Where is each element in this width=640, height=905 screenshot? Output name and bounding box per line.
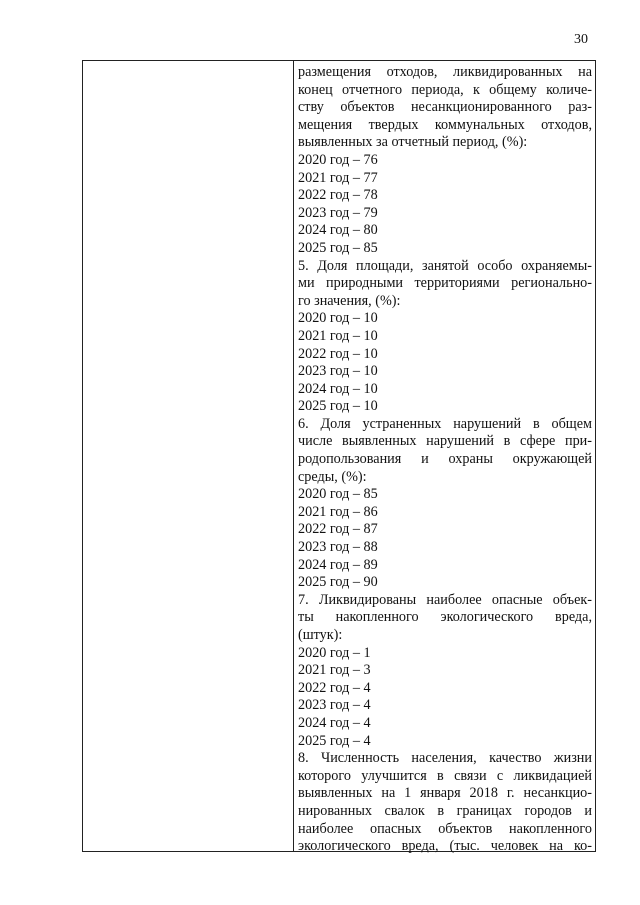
indicator-text-line: ми природными территориями регионально- (298, 275, 592, 292)
indicator-text-line: 8. Численность населения, качество жизни (298, 750, 592, 767)
year-value: 2020 год – 1 (298, 644, 371, 661)
year-value: 2023 год – 79 (298, 204, 378, 221)
year-value: 2021 год – 77 (298, 169, 378, 186)
year-value: 2023 год – 10 (298, 363, 378, 380)
year-value: 2021 год – 10 (298, 327, 378, 344)
indicator-text-line: ству объектов несанкционированного раз- (298, 99, 592, 116)
column-divider (293, 61, 294, 851)
indicator-text-line: конец отчетного периода, к общему количе- (298, 81, 592, 98)
indicator-values-cell (298, 61, 592, 856)
indicator-block (298, 416, 592, 592)
indicator-block (298, 750, 592, 856)
indicator-text-line: го значения, (%): (298, 292, 401, 309)
indicator-block (298, 592, 592, 750)
year-value: 2022 год – 10 (298, 345, 378, 362)
indicator-block (298, 64, 592, 258)
indicator-text-line: родопользования и охраны окружающей (298, 451, 592, 468)
year-value: 2020 год – 85 (298, 486, 378, 503)
year-value: 2020 год – 10 (298, 310, 378, 327)
indicator-text-line: которого улучшится в связи с ликвидацией (298, 767, 592, 784)
year-value: 2024 год – 80 (298, 222, 378, 239)
year-value: 2021 год – 3 (298, 662, 371, 679)
indicator-text-line: нированных свалок в границах городов и (298, 802, 592, 819)
indicators-table (82, 60, 596, 855)
year-value: 2025 год – 10 (298, 398, 378, 415)
year-value: 2021 год – 86 (298, 503, 378, 520)
year-value: 2024 год – 89 (298, 556, 378, 573)
indicator-block (298, 258, 592, 416)
year-value: 2022 год – 87 (298, 521, 378, 538)
indicator-text-line: размещения отходов, ликвидированных на (298, 64, 592, 80)
year-value: 2023 год – 4 (298, 697, 371, 714)
year-value: 2020 год – 76 (298, 151, 378, 168)
year-value: 2022 год – 78 (298, 187, 378, 204)
year-value: 2025 год – 4 (298, 732, 371, 749)
indicator-text-line: числе выявленных нарушений в сфере при- (298, 433, 592, 450)
indicator-text-line: выявленных на 1 января 2018 г. несанкцио- (298, 785, 592, 802)
page-number: 30 (574, 32, 588, 47)
indicator-text-line: ты накопленного экологического вреда, (298, 609, 592, 626)
indicator-text-line: (штук): (298, 627, 343, 643)
year-value: 2025 год – 90 (298, 574, 378, 591)
year-value: 2025 год – 85 (298, 239, 378, 256)
indicator-text-line: выявленных за отчетный период, (%): (298, 134, 528, 151)
indicator-text-line: 6. Доля устраненных нарушений в общем (298, 415, 592, 432)
indicator-text-line: наиболее опасных объектов накопленного (298, 820, 592, 837)
year-value: 2024 год – 4 (298, 714, 371, 731)
indicator-text-line: 5. Доля площади, занятой особо охраняемы- (298, 257, 592, 274)
indicator-text-line: 7. Ликвидированы наиболее опасные объек- (298, 591, 592, 608)
indicator-text-line: среды, (%): (298, 468, 367, 485)
indicator-text-line: мещения твердых коммунальных отходов, (298, 116, 592, 133)
indicator-text-line: экологического вреда, (тыс. человек на ко- (298, 838, 592, 855)
year-value: 2023 год – 88 (298, 539, 378, 556)
year-value: 2022 год – 4 (298, 679, 371, 696)
year-value: 2024 год – 10 (298, 380, 378, 397)
